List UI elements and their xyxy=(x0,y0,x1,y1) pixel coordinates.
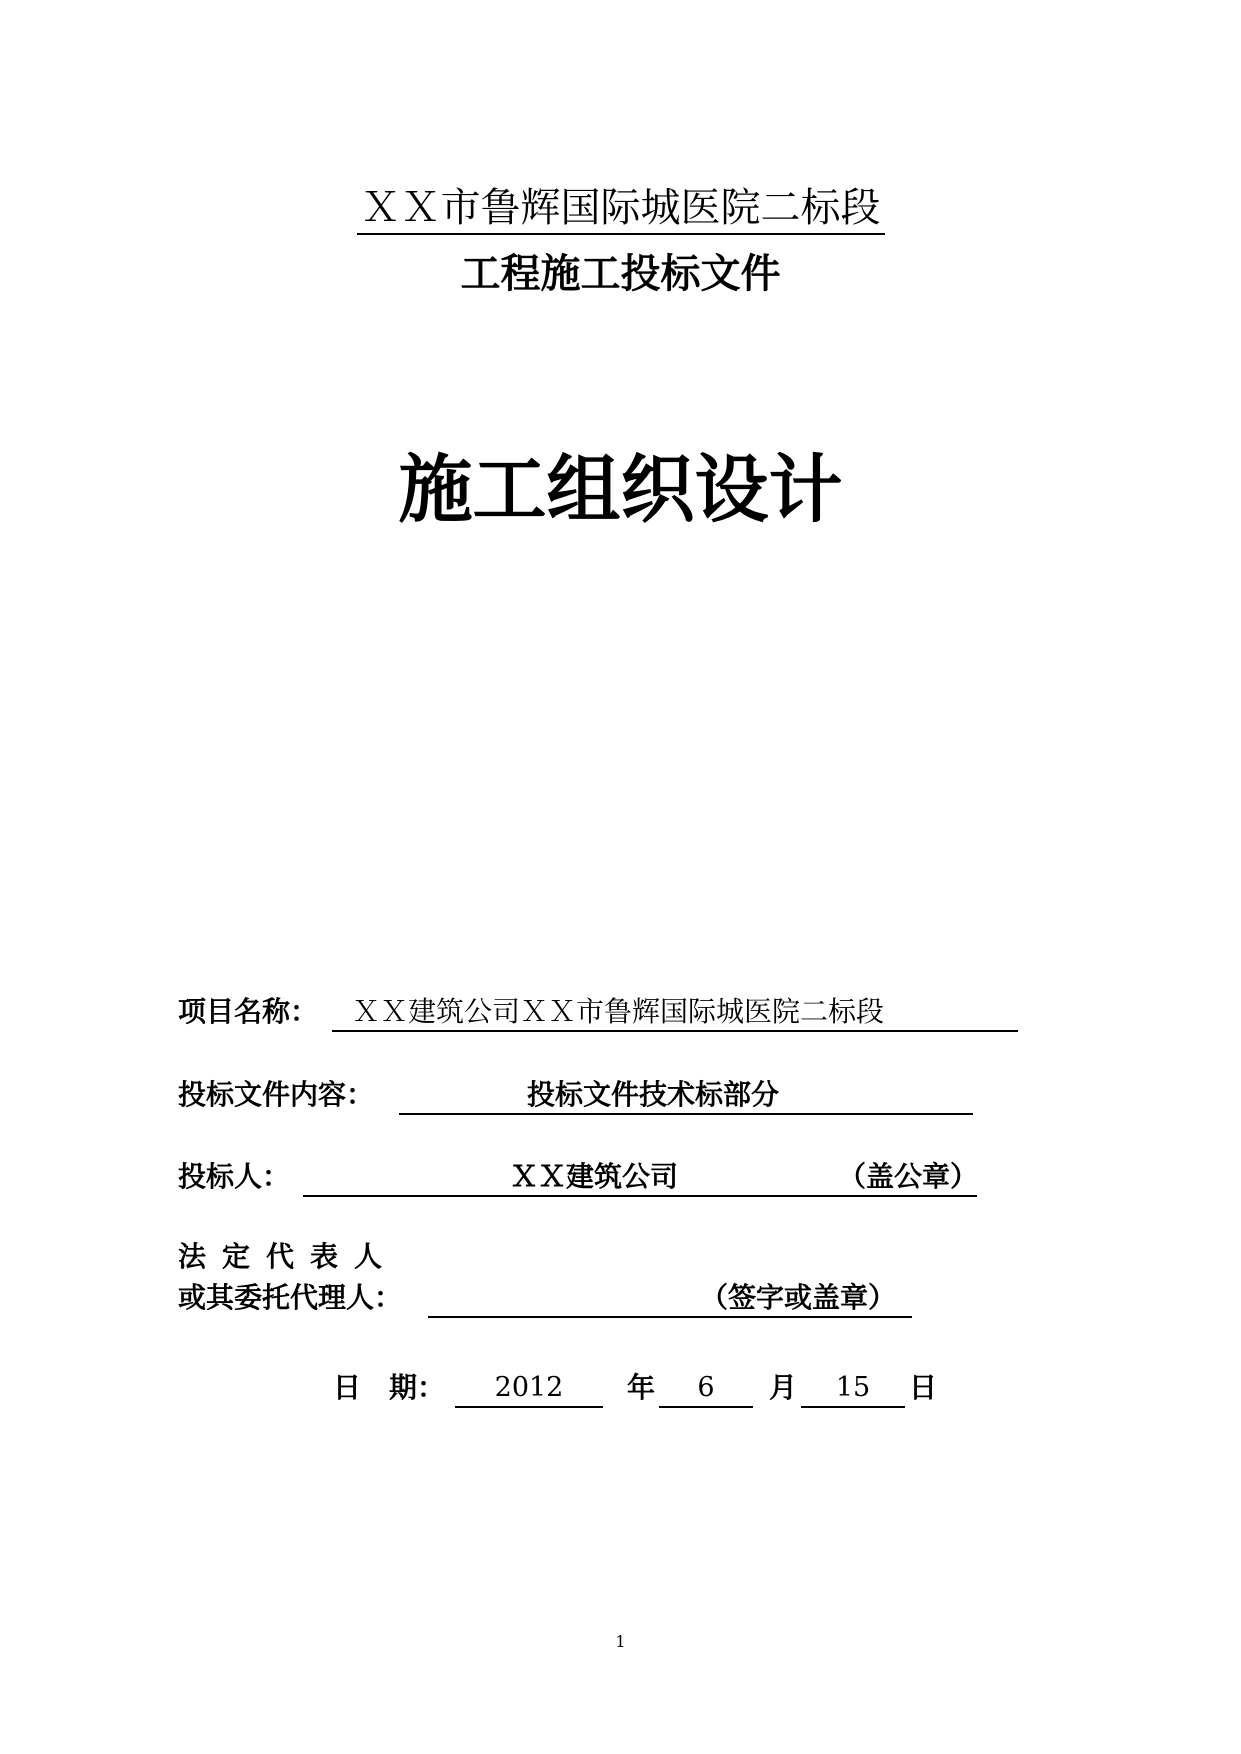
date-label: 日 期： xyxy=(333,1371,446,1404)
bid-content-value: 投标文件技术标部分 xyxy=(527,1078,780,1111)
bid-content-label: 投标文件内容： xyxy=(178,1078,375,1111)
legal-rep-label-2: 或其委托代理人： xyxy=(178,1281,403,1314)
legal-rep-label-1: 法定代表人 xyxy=(178,1240,399,1273)
header-project-title: ＸＸ市鲁辉国际城医院二标段 xyxy=(357,185,885,235)
date-day-unit: 日 xyxy=(909,1371,938,1404)
bidder-label: 投标人： xyxy=(178,1160,291,1193)
date-year-unit: 年 xyxy=(627,1371,656,1404)
bidder-seal-note: （盖公章） xyxy=(838,1160,979,1193)
project-name-label: 项目名称： xyxy=(178,995,319,1028)
date-day-field: 15 xyxy=(801,1368,905,1408)
bidder-value: ＸＸ建筑公司 xyxy=(510,1160,679,1193)
legal-rep-field xyxy=(428,1278,912,1318)
date-month-unit: 月 xyxy=(769,1371,798,1404)
bid-content-field xyxy=(399,1075,973,1115)
legal-rep-sign-note: （签字或盖章） xyxy=(700,1281,897,1314)
page-number: 1 xyxy=(615,1632,626,1651)
date-month-field: 6 xyxy=(659,1368,753,1408)
date-year-field: 2012 xyxy=(455,1368,603,1408)
document-header-subtitle: 工程施工投标文件 xyxy=(460,250,781,297)
project-name-value: ＸＸ建筑公司ＸＸ市鲁辉国际城医院二标段 xyxy=(352,995,885,1028)
document-header-project xyxy=(0,184,1241,232)
bidder-field xyxy=(303,1157,977,1197)
project-name-field xyxy=(332,992,1018,1032)
main-title: 施工组织设计 xyxy=(398,447,843,533)
